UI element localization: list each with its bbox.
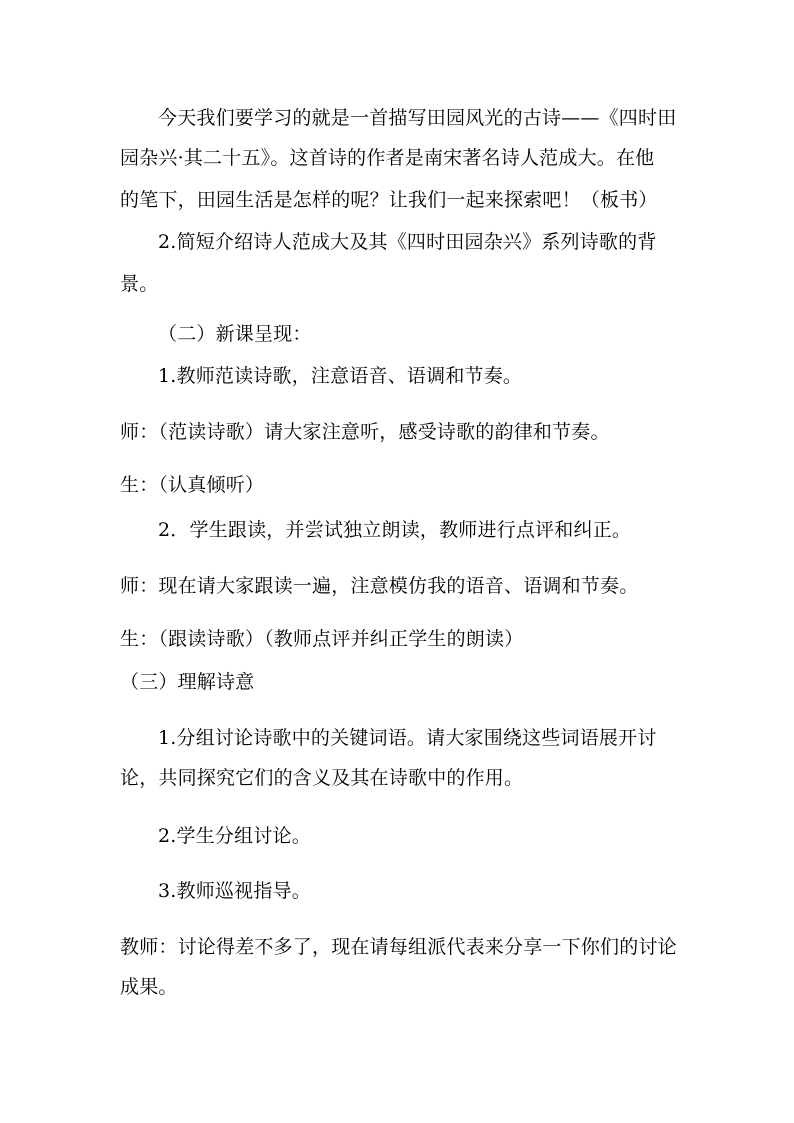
dialogue-line: 生：（跟读诗歌）（教师点评并纠正学生的朗读） [120,628,524,650]
dialogue-line: 成果。 [120,976,178,998]
paragraph-line: 论，共同探究它们的含义及其在诗歌中的作用。 [120,767,524,789]
section-heading: （二）新课呈现： [158,323,312,345]
paragraph-line: 2.学生分组讨论。 [158,825,311,847]
paragraph-line: 园杂兴·其二十五》。这首诗的作者是南宋著名诗人范成大。在他 [120,147,655,169]
paragraph-line: 的笔下，田园生活是怎样的呢？让我们一起来探索吧！（板书） [120,189,658,211]
paragraph-line: 今天我们要学习的就是一首描写田园风光的古诗——《四时田 [158,107,677,129]
paragraph-line: 2.简短介绍诗人范成大及其《四时田园杂兴》系列诗歌的背 [158,231,657,253]
dialogue-line: 教师：讨论得差不多了，现在请每组派代表来分享一下你们的讨论 [120,936,677,958]
dialogue-line: 师：现在请大家跟读一遍，注意模仿我的语音、语调和节奏。 [120,575,639,597]
paragraph-line: 2．学生跟读，并尝试独立朗读，教师进行点评和纠正。 [158,519,632,541]
paragraph-line: 3.教师巡视指导。 [158,880,311,902]
dialogue-line: 师：（范读诗歌）请大家注意听，感受诗歌的韵律和节奏。 [120,421,610,443]
paragraph-line: 景。 [120,273,159,295]
paragraph-line: 1.分组讨论诗歌中的关键词语。请大家围绕这些词语展开讨 [158,727,657,749]
dialogue-line: 生：（认真倾听） [120,474,265,496]
paragraph-line: 1.教师范读诗歌，注意语音、语调和节奏。 [158,365,523,387]
section-heading: （三）理解诗意 [120,671,255,693]
